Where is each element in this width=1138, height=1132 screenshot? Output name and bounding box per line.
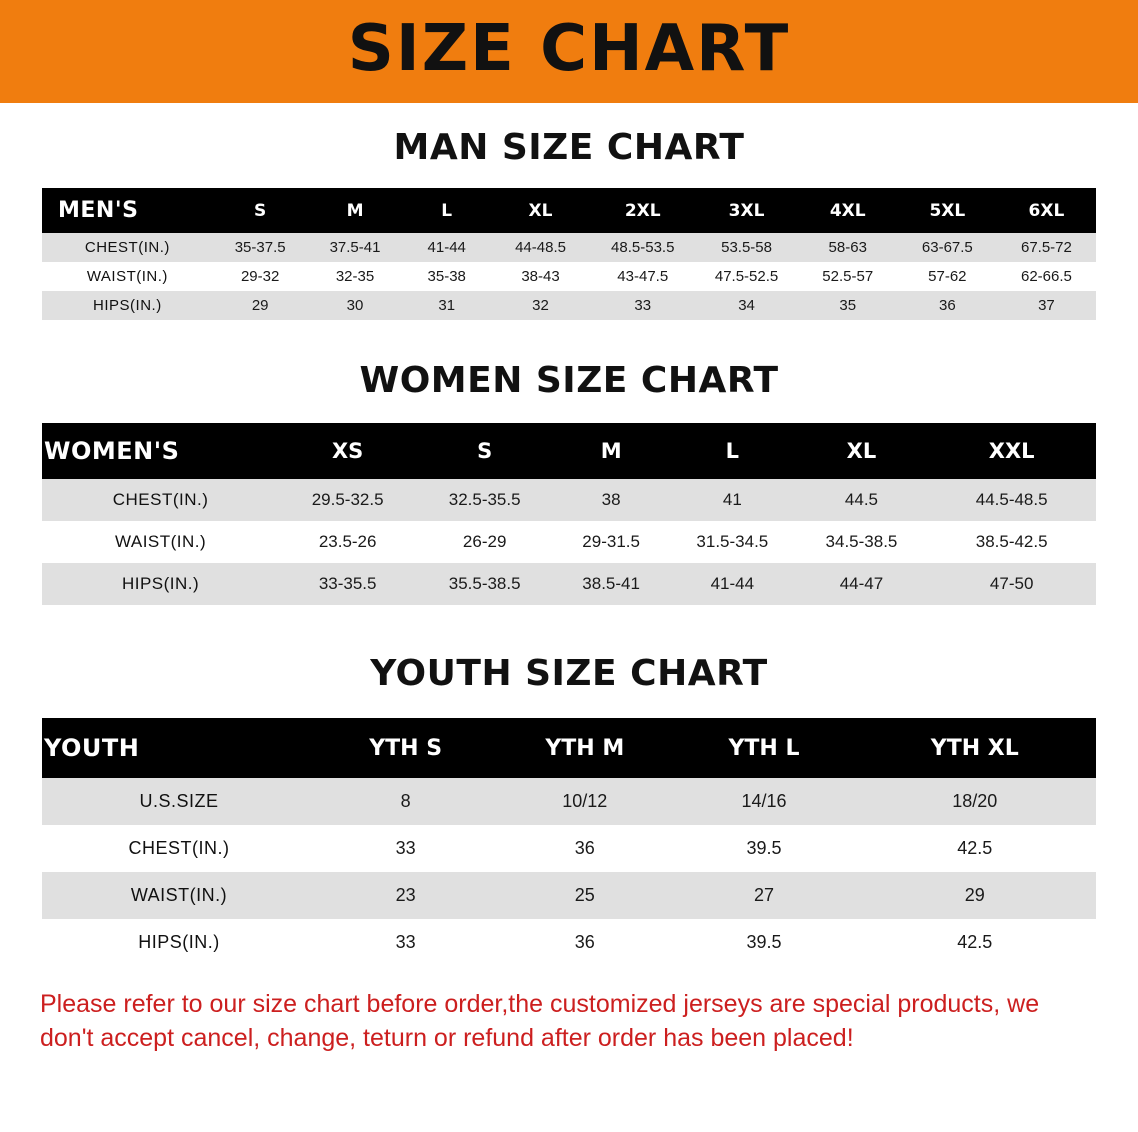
women-size-table [42,423,1096,605]
youth-hips-s: 33 [316,919,495,966]
women-hips-xl: 44-47 [796,563,928,605]
men-row-label-waist: WAIST(IN.) [42,262,213,291]
women-row-label-hips: HIPS(IN.) [42,563,279,605]
men-header-xl: XL [491,188,590,233]
men-header-m: M [308,188,403,233]
men-chest-xl: 44-48.5 [491,233,590,262]
youth-row-label-hips: HIPS(IN.) [42,919,316,966]
man-section-heading: MAN SIZE CHART [393,127,745,168]
women-hips-l: 41-44 [669,563,795,605]
youth-hips-l: 39.5 [674,919,853,966]
women-waist-xl: 34.5-38.5 [796,521,928,563]
men-waist-6xl: 62-66.5 [997,262,1096,291]
men-header-6xl: 6XL [997,188,1096,233]
men-waist-5xl: 57-62 [898,262,997,291]
youth-row-label-ussize: U.S.SIZE [42,778,316,825]
women-hips-s: 35.5-38.5 [416,563,553,605]
men-waist-xl: 38-43 [491,262,590,291]
women-waist-xxl: 38.5-42.5 [927,521,1096,563]
women-chest-s: 32.5-35.5 [416,479,553,521]
men-chest-2xl: 48.5-53.5 [590,233,695,262]
men-hips-3xl: 34 [695,291,797,320]
youth-waist-l: 27 [674,872,853,919]
page-title: SIZE CHART [347,11,791,86]
table-header-row [42,718,1096,778]
table-row [42,825,1096,872]
table-row [42,479,1096,521]
youth-row-label-waist: WAIST(IN.) [42,872,316,919]
table-row [42,563,1096,605]
youth-chest-l: 39.5 [674,825,853,872]
women-table-wrap [42,423,1096,605]
women-row-label-waist: WAIST(IN.) [42,521,279,563]
youth-waist-m: 25 [495,872,674,919]
men-chest-m: 37.5-41 [308,233,403,262]
women-header-xs: XS [279,423,416,479]
women-waist-m: 29-31.5 [553,521,669,563]
men-waist-l: 35-38 [402,262,491,291]
women-hips-xxl: 47-50 [927,563,1096,605]
table-row [42,233,1096,262]
table-row [42,291,1096,320]
men-row-label-chest: CHEST(IN.) [42,233,213,262]
table-header-row [42,423,1096,479]
youth-ussize-xl: 18/20 [854,778,1096,825]
men-hips-5xl: 36 [898,291,997,320]
men-waist-2xl: 43-47.5 [590,262,695,291]
table-row [42,919,1096,966]
table-row [42,262,1096,291]
women-chest-l: 41 [669,479,795,521]
women-header-m: M [553,423,669,479]
youth-header-yth-l: YTH L [674,718,853,778]
youth-ussize-l: 14/16 [674,778,853,825]
women-waist-xs: 23.5-26 [279,521,416,563]
men-hips-4xl: 35 [798,291,898,320]
youth-header-yth-s: YTH S [316,718,495,778]
men-header-4xl: 4XL [798,188,898,233]
table-row [42,521,1096,563]
women-section-heading: WOMEN SIZE CHART [359,360,779,401]
women-chest-xs: 29.5-32.5 [279,479,416,521]
men-hips-xl: 32 [491,291,590,320]
youth-header-yth-m: YTH M [495,718,674,778]
youth-chest-xl: 42.5 [854,825,1096,872]
youth-header-label: YOUTH [42,718,316,778]
table-row [42,872,1096,919]
men-waist-3xl: 47.5-52.5 [695,262,797,291]
men-chest-s: 35-37.5 [213,233,308,262]
men-header-5xl: 5XL [898,188,997,233]
women-hips-m: 38.5-41 [553,563,669,605]
disclaimer-note: Please refer to our size chart before order,the customized jerseys are special products, we don't accept cancel, change, teturn or refund after order has been placed! [40,990,1040,1052]
banner [0,0,1138,103]
youth-ussize-s: 8 [316,778,495,825]
women-waist-s: 26-29 [416,521,553,563]
table-row [42,778,1096,825]
youth-ussize-m: 10/12 [495,778,674,825]
youth-header-yth-xl: YTH XL [854,718,1096,778]
women-waist-l: 31.5-34.5 [669,521,795,563]
women-header-label: WOMEN'S [42,423,279,479]
men-size-table [42,188,1096,320]
men-hips-2xl: 33 [590,291,695,320]
men-header-label: MEN'S [42,188,213,233]
youth-waist-xl: 29 [854,872,1096,919]
women-hips-xs: 33-35.5 [279,563,416,605]
men-waist-m: 32-35 [308,262,403,291]
men-chest-5xl: 63-67.5 [898,233,997,262]
men-chest-6xl: 67.5-72 [997,233,1096,262]
men-header-s: S [213,188,308,233]
youth-hips-xl: 42.5 [854,919,1096,966]
men-chest-3xl: 53.5-58 [695,233,797,262]
youth-section-heading: YOUTH SIZE CHART [370,653,768,694]
youth-chest-s: 33 [316,825,495,872]
men-hips-s: 29 [213,291,308,320]
men-hips-6xl: 37 [997,291,1096,320]
youth-waist-s: 23 [316,872,495,919]
women-header-xxl: XXL [927,423,1096,479]
men-waist-s: 29-32 [213,262,308,291]
women-header-xl: XL [796,423,928,479]
man-table-wrap [42,188,1096,320]
women-header-l: L [669,423,795,479]
youth-hips-m: 36 [495,919,674,966]
men-header-l: L [402,188,491,233]
youth-size-table [42,718,1096,966]
men-header-3xl: 3XL [695,188,797,233]
men-row-label-hips: HIPS(IN.) [42,291,213,320]
men-chest-l: 41-44 [402,233,491,262]
men-hips-m: 30 [308,291,403,320]
women-chest-xxl: 44.5-48.5 [927,479,1096,521]
youth-row-label-chest: CHEST(IN.) [42,825,316,872]
women-chest-xl: 44.5 [796,479,928,521]
youth-chest-m: 36 [495,825,674,872]
table-header-row [42,188,1096,233]
women-row-label-chest: CHEST(IN.) [42,479,279,521]
women-header-s: S [416,423,553,479]
youth-table-wrap [42,718,1096,966]
men-waist-4xl: 52.5-57 [798,262,898,291]
women-chest-m: 38 [553,479,669,521]
men-chest-4xl: 58-63 [798,233,898,262]
men-header-2xl: 2XL [590,188,695,233]
men-hips-l: 31 [402,291,491,320]
